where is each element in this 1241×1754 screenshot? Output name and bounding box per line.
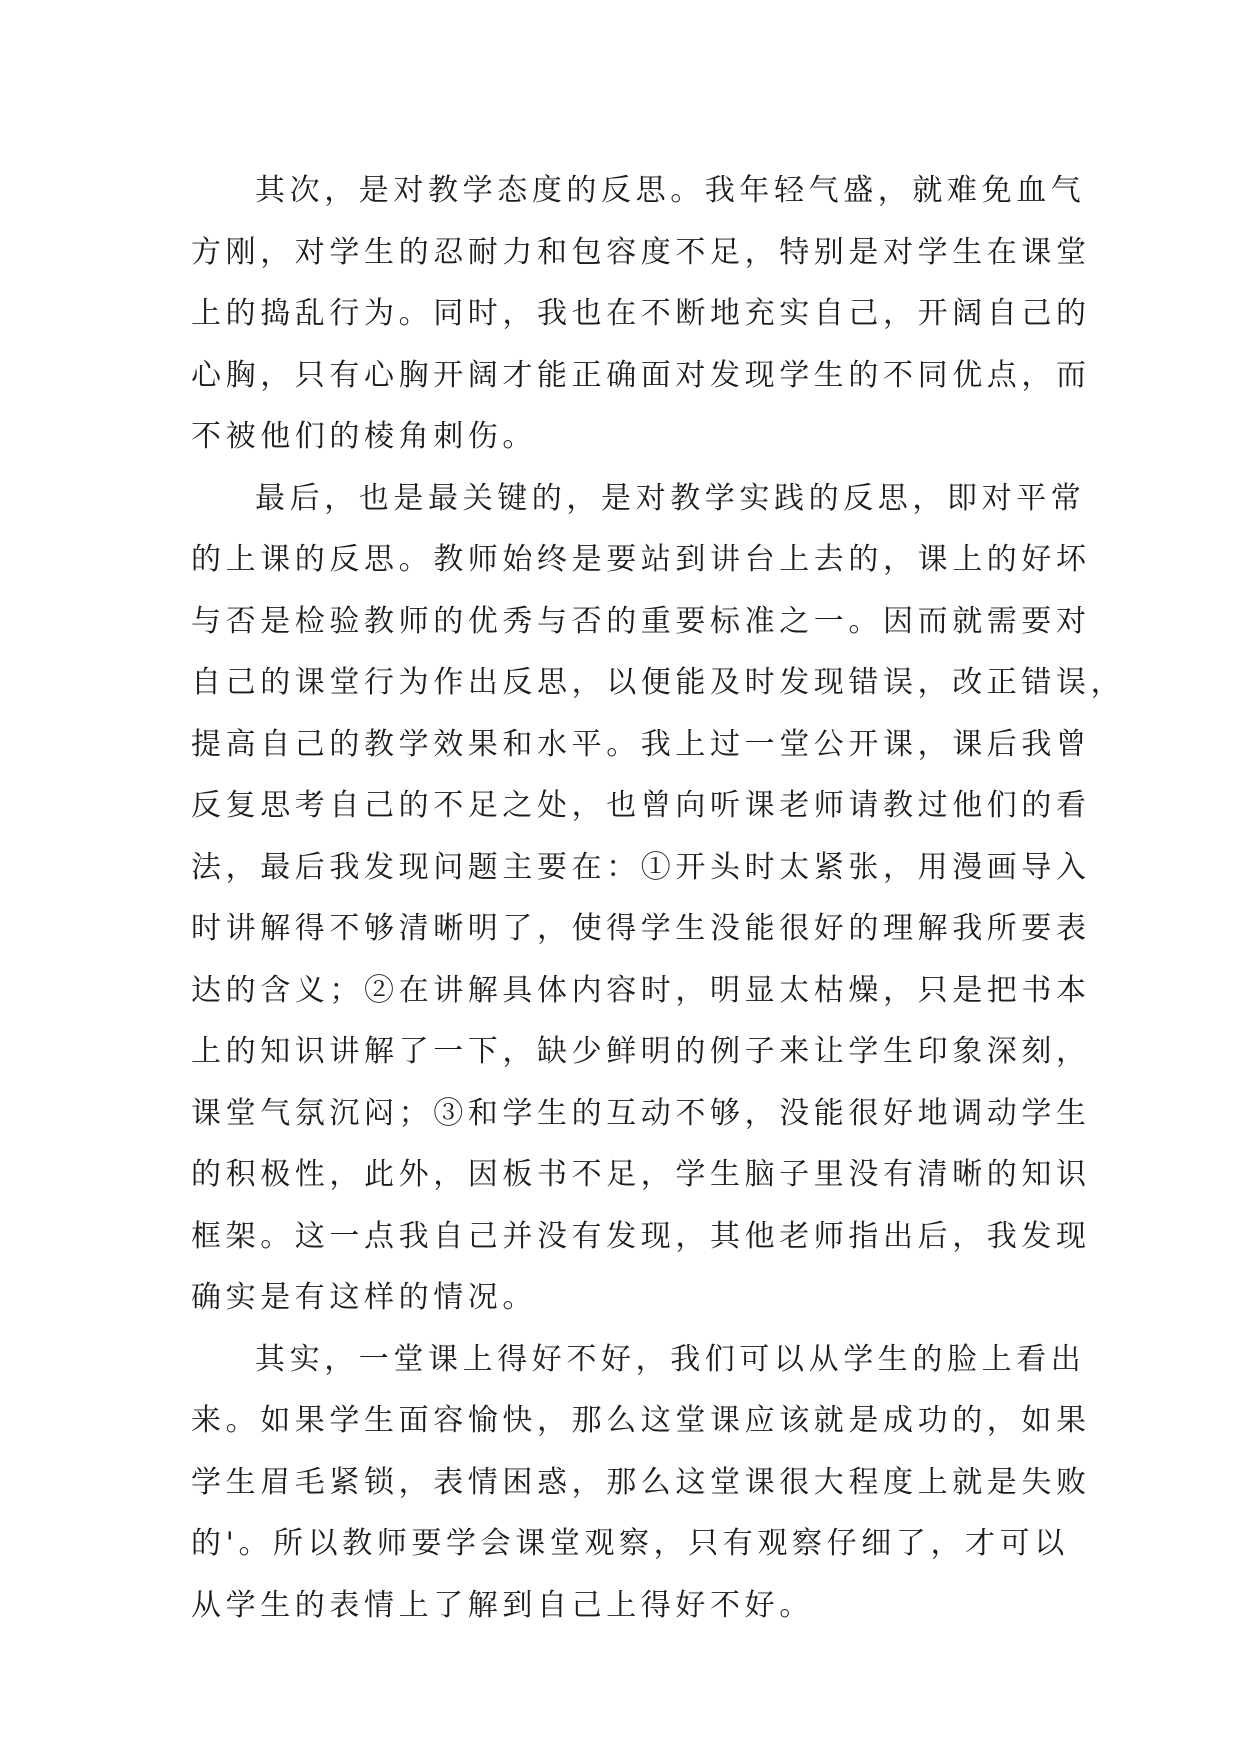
paragraph-2-line-14: 确实是有这样的情况。 [191,1280,537,1315]
paragraph-1-line-5: 不被他们的棱角刺伤。 [191,419,537,454]
paragraph-2-line-5: 提高自己的教学效果和水平。我上过一堂公开课，课后我曾 [191,726,1091,762]
paragraph-3-line-4: 的'。所以教师要学会课堂观察，只有观察仔细了，才可以 [191,1526,1069,1561]
paragraph-2-line-6: 反复思考自己的不足之处，也曾向听课老师请教过他们的看 [191,788,1091,823]
paragraph-2-line-9: 达的含义；②在讲解具体内容时，明显太枯燥，只是把书本 [191,972,1091,1008]
paragraph-2-line-4: 自己的课堂行为作出反思，以便能及时发现错误，改正错误， [191,665,1126,700]
paragraph-2-line-3: 与否是检验教师的优秀与否的重要标准之一。因而就需要对 [191,603,1091,639]
paragraph-3-line-2: 来。如果学生面容愉快，那么这堂课应该就是成功的，如果 [191,1403,1091,1438]
paragraph-2-line-10: 上的知识讲解了一下，缺少鲜明的例子来让学生印象深刻， [191,1034,1091,1069]
document-body [191,160,1126,1636]
paragraph-2-line-7: 法，最后我发现问题主要在：①开头时太紧张，用漫画导入 [191,849,1091,885]
paragraph-2-line-8: 时讲解得不够清晰明了，使得学生没能很好的理解我所要表 [191,911,1091,946]
paragraph-2-line-13: 框架。这一点我自己并没有发现，其他老师指出后，我发现 [191,1218,1091,1254]
paragraph-1-line-1: 其次，是对教学态度的反思。我年轻气盛，就难免血气 [255,173,1086,208]
paragraph-3-line-3: 学生眉毛紧锁，表情困惑，那么这堂课很大程度上就是失败 [191,1464,1091,1500]
paragraph-1-line-4: 心胸，只有心胸开阔才能正确面对发现学生的不同优点，而 [191,357,1091,393]
paragraph-1-line-3: 上的捣乱行为。同时，我也在不断地充实自己，开阔自己的 [191,296,1091,331]
paragraph-3-line-5: 从学生的表情上了解到自己上得好不好。 [191,1587,814,1623]
paragraph-2-line-12: 的积极性，此外，因板书不足，学生脑子里没有清晰的知识 [191,1157,1091,1192]
paragraph-3-line-1: 其实，一堂课上得好不好，我们可以从学生的脸上看出 [255,1341,1086,1377]
paragraph-2-line-1: 最后，也是最关键的，是对教学实践的反思，即对平常 [255,480,1086,516]
paragraph-2-line-11: 课堂气氛沉闷；③和学生的互动不够，没能很好地调动学生 [191,1095,1091,1131]
paragraph-1-line-2: 方刚，对学生的忍耐力和包容度不足，特别是对学生在课堂 [191,234,1091,270]
paragraph-2-line-2: 的上课的反思。教师始终是要站到讲台上去的，课上的好坏 [191,542,1091,577]
